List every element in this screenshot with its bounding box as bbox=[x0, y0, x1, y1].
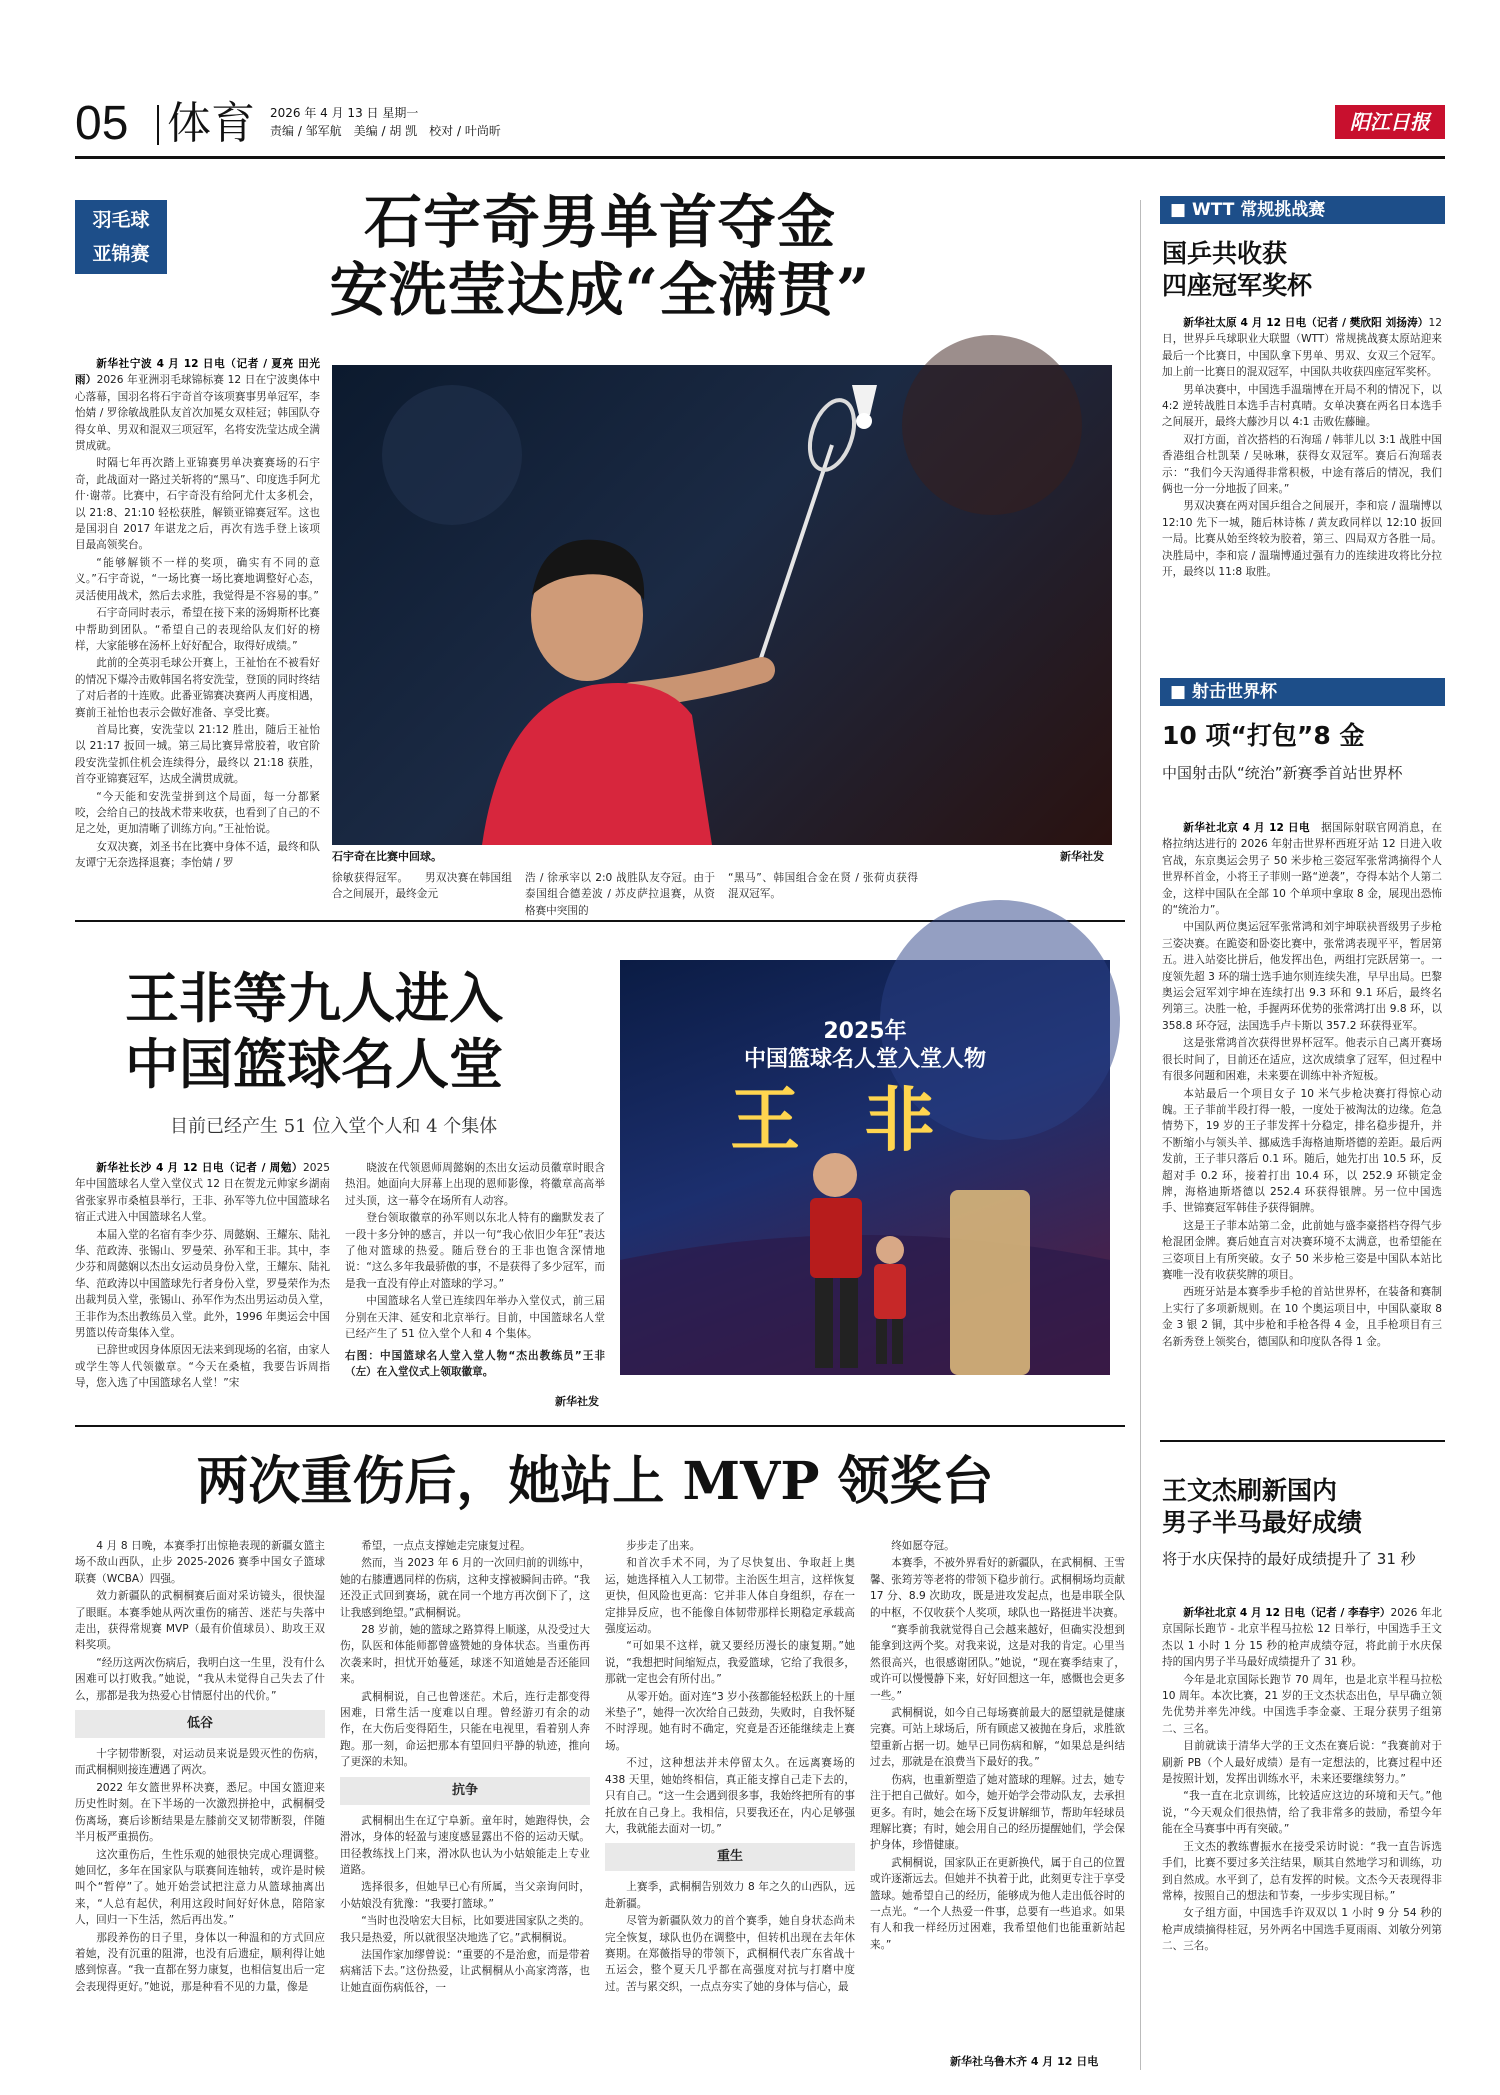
sidebar-text-marathon: 新华社北京 4 月 12 日电（记者 / 李春宇）2026 年北京国际长跑节 - 北京半程马拉松 12 日举行，中国选手王文杰以 1 小时 1 分 15 秒的枪声成绩夺冠，将此前于水庆保持的国内男子半马最好成绩提升了 31 秒。 今年是北京国际长跑节 70 周年，也是北京半程马拉松 10 周年。本次比赛，21 岁的王文杰状态出色，早早确立领先优势并率先冲线。中国选手李金豪、王琨分获男子组第二、三名。 目前就读于清华大学的王文杰在赛后说：“我赛前对于刷新 PB（个人最好成绩）是有一定想法的，比赛过程中还是按照计划，发挥出训练水平，未来还要继续努力。” “我一直在北京训练，比较适应这边的环境和天气。”他说，“今天观众们很热情，给了我非常多的鼓励，希望今年能在全马赛事中再有突破。” 王文杰的教练曹振水在接受采访时说：“我一直告诉选手们，比赛不要过多关注结果，顺其自然地学习和训练，功到自然成。水平到了，总有发挥的时候。文杰今天表现得非常棒，按照自己的想法和节奏，一步步实现目标。” 女子组方面，中国选手许双双以 1 小时 9 分 54 秒的枪声成绩摘得桂冠，另外两名中国选手夏雨雨、刘敏分列第二、三名。 bbox=[1162, 1607, 1442, 1953]
paper-logo: 阳江日报 bbox=[1335, 105, 1445, 139]
photo2-name: 王 非 bbox=[730, 1078, 955, 1161]
headline-line-1: 石宇奇男单首夺金 bbox=[363, 188, 836, 256]
story3-column-3: 步步走了出来。 和首次手术不同，为了尽快复出、争取赶上奥运，她选择植入人工韧带。主治医生坦言，这样恢复更快，但风险也更高：它并非人体自身组织，存在一定排异反应，也不能像自体韧带那样长期稳定承载高强度运动。 “可如果不这样，就又要经历漫长的康复期。”她说，“我想把时间缩短点，我爱篮球，它给了我很多，那就一定也会有所付出。” 从零开始。面对连“3 岁小孩都能轻松跃上的十厘米垫子”，她得一次次给自己鼓劲，失败时，自我怀疑不时浮现。她有时不确定，究竟是否还能继续走上赛场。 不过，这种想法并未停留太久。在远离赛场的 438 天里，她始终相信，真正能支撑自己走下去的，只有自己。“这一生会遇到很多事，我始终把所有的事托放在自己身上。我相信，只要我还在，内心足够强大，我就能去面对一切。” 重生 上赛季，武桐桐告别效力 8 年之久的山西队，远赴新疆。 尽管为新疆队效力的首个赛季，她自身状态尚未完全恢复，球队也仍在调整中，但转机出现在去年休赛期。在郑薇指导的带领下，武桐桐代表广东省战十五运会，整个夏天几乎都在高强度对抗与打磨中度过。苦与累交织，一点点夯实了她的身体与信心，最 bbox=[605, 1540, 855, 1993]
subhead-low-point: 低谷 bbox=[75, 1710, 325, 1738]
story2-column-1: 新华社长沙 4 月 12 日电（记者 / 周勉）2025 年中国篮球名人堂入堂仪式 12 日在贺龙元帅家乡湖南省张家界市桑植县举行，王非、孙军等九位中国篮球名宿正式进入中国篮球名人堂。 本届入堂的名宿有李少芬、周懿娴、王耀东、陆礼华、范政涛、张锡山、罗曼荣、孙军和王非。其中，李少芬和周懿娴以杰出女运动员身份入堂，王耀东、陆礼华、范政涛以中国篮球先行者身份入堂，罗曼荣作为杰出裁判员入堂，张锡山、孙军作为杰出男运动员入堂，王非作为杰出教练员入堂。此外，1996 年奥运会中国男篮以传奇集体入堂。 已辞世或因身体原因无法来到现场的名宿，由家人或学生等人代领徽章。“今天在桑植，我要告诉周指导，您入选了中国篮球名人堂！”宋 bbox=[75, 1162, 330, 1390]
photo2-caption: 右图：中国篮球名人堂入堂人物“杰出教练员”王非（左）在入堂仪式上领取徽章。 bbox=[345, 1350, 605, 1379]
photo-shi-yuqi bbox=[332, 365, 1112, 845]
masthead bbox=[75, 95, 1445, 153]
story3-column-2: 希望，一点点支撑她走完康复过程。 然而，当 2023 年 6 月的一次回归前的训练中，她的右膝遭遇同样的伤病，这种支撑被瞬间击碎。“我还没正式回到赛场，就在同一个地方再次倒下了，这让我感到绝望。”武桐桐说。 28 岁前，她的篮球之路算得上顺遂，从没受过大伤，队医和体能师都曾盛赞她的身体状态。当重伤再次袭来时，担忧开始蔓延，球迷不知道她是否还能回来。 武桐桐说，自己也曾迷茫。术后，连行走都变得困难，日常生活一度难以自理。曾经游刃有余的动作，在大伤后变得陌生，只能在电视里，看着别人奔跑。那一刻，命运把那本有望回归平静的轨迹，推向了更深的未知。 抗争 武桐桐出生在辽宁阜新。童年时，她跑得快，会滑冰，身体的轻盈与速度感显露出不俗的运动天赋。田径教练找上门来，滑冰队也认为小姑娘能走上专业道路。 选择很多，但她早已心有所属，当父亲询问时，小姑娘没有犹豫：“我要打篮球。” “当时也没啥宏大目标，比如要进国家队之类的。我只是热爱，所以就很坚决地选了它。”武桐桐说。 法国作家加缪曾说：“重要的不是治愈，而是带着病痛活下去。”这份热爱，让武桐桐从小高家湾落，也让她直面伤病低谷，一 bbox=[340, 1540, 590, 1994]
subhead-struggle: 抗争 bbox=[340, 1777, 590, 1805]
badge-line-2: 亚锦赛 bbox=[92, 243, 150, 265]
trophy-stand bbox=[950, 1190, 1030, 1375]
issue-date: 2026 年 4 月 13 日 星期一 bbox=[270, 106, 419, 120]
photo-caption: 石宇奇在比赛中回球。 bbox=[332, 850, 442, 863]
sidebar-subtitle-marathon: 将于水庆保持的最好成绩提升了 31 秒 bbox=[1162, 1550, 1416, 1568]
story3-column-4: 终如愿夺冠。 本赛季，不被外界看好的新疆队，在武桐桐、王雪馨、张筠芳等老将的带领下稳步前行。武桐桐场均贡献 17 分、8.9 次助攻，既是进攻发起点，也是串联全队的中枢，不仅收获个人奖项，球队也一路挺进半决赛。 “赛季前我就觉得自己会越来越好，但确实没想到能拿到这两个奖。对我来说，这是对我的肯定。心里当然很高兴，也很感谢团队。”她说，“现在赛季结束了，或许可以慢慢静下来，好好回想这一年，感慨也会更多一些。” 武桐桐说，如今自己每场赛前最大的愿望就是健康完赛。可站上球场后，所有顾虑又被抛在身后，求胜欲望重新占据一切。她早已同伤病和解，“如果总是纠结过去，那就是在浪费当下最好的我。” 伤病，也重新塑造了她对篮球的理解。过去，她专注于把自己做好。如今，她开始学会带动队友，去承担更多。有时，她会在场下反复讲解细节，帮助年轻球员理解比赛；有时，她会用自己的经历提醒她们，学会保护身体，珍惜健康。 武桐桐说，国家队正在更新换代，属于自己的位置或许逐渐远去。但她并不执着于此，此刻更专注于享受篮球。她希望自己的经历，能够成为他人走出低谷时的一点光。“一个人热爱一件事，总要有一些追求。如果有人和我一样经历过困难，我希望他们也能重新站起来。” bbox=[870, 1540, 1125, 1951]
subhead-rebirth: 重生 bbox=[605, 1843, 855, 1871]
sidebar-title-shooting: 10 项“打包”8 金 bbox=[1162, 721, 1365, 750]
sport-badge bbox=[75, 200, 167, 274]
masthead-rule bbox=[75, 156, 1445, 159]
story1-column-1: 新华社宁波 4 月 12 日电（记者 / 夏亮 田光雨）2026 年亚洲羽毛球锦标赛 12 日在宁波奥体中心落幕，国羽名将石宇奇首夺该项赛事男单冠军，李怡婧 / 罗徐敏战胜队友首次加冕女双桂冠；韩国队夺得女单、男双和混双三项冠军，名将安洗莹达成全满贯成就。 时隔七年再次踏上亚锦赛男单决赛赛场的石宇奇，此战面对一路过关斩将的“黑马”、印度选手阿尤什·谢蒂。比赛中，石宇奇没有给阿尤什太多机会，以 21:8、21:10 轻松获胜，解锁亚锦赛冠军。这也是国羽自 2017 年谌龙之后，再次有选手登上该项目最高领奖台。 “能够解锁不一样的奖项，确实有不同的意义。”石宇奇说，“一场比赛一场比赛地调整好心态，灵活使用战术，然后去求胜，我觉得是不容易的事。” 石宇奇同时表示，希望在接下来的汤姆斯杯比赛中帮助到团队。“希望自己的表现给队友们好的榜样，大家能够在汤杯上好好配合，取得好成绩。” 此前的全英羽毛球公开赛上，王祉怡在不被看好的情况下爆冷击败韩国名将安洗莹，登顶的同时终结了对后者的十连败。此番亚锦赛决赛两人再度相遇，赛前王祉怡也表示会做好准备、享受比赛。 首局比赛，安洗莹以 21:12 胜出，随后王祉怡以 21:17 扳回一城。第三局比赛异常胶着，收官阶段安洗莹抓住机会连续得分，最终以 21:18 获胜，首夺亚锦赛冠军，达成全满贯成就。 “今天能和安洗莹拼到这个局面，每一分都紧咬，会给自己的技战术带来收获，也看到了自己的不足之处，更加清晰了训练方向。”王祉怡说。 女双决赛，刘圣书在比赛中身体不适，最终和队友谭宁无奈选择退赛；李怡婧 / 罗 bbox=[75, 358, 321, 870]
headline-mvp: 两次重伤后，她站上 MVP 领奖台 bbox=[196, 1451, 994, 1512]
story1-column-2: 徐敏获得冠军。 男双决赛在韩国组合之间展开，最终金元 bbox=[332, 872, 512, 901]
masthead-divider bbox=[157, 105, 159, 145]
headline-line-2: 安洗莹达成“全满贯” bbox=[329, 256, 871, 324]
headline-hall-of-fame: 王非等九人进入 中国篮球名人堂 bbox=[125, 966, 503, 1096]
section-rule-2 bbox=[75, 1425, 1125, 1427]
story2-column-2: 晓波在代领恩师周懿娴的杰出女运动员徽章时眼含热泪。她面向大屏幕上出现的恩师影像，将徽章高高举过头顶，这一幕令在场所有人动容。 登台领取徽章的孙军则以东北人特有的幽默发表了一段十多分钟的感言，并以一句“我心依旧少年狂”表达了他对篮球的热爱。随后登台的王非也饱含深情地说：“这么多年我最骄傲的事，不是获得了多少冠军，而是我一直没有停止对篮球的学习。” 中国篮球名人堂已连续四年举办入堂仪式，前三届分别在天津、延安和北京举行。目前，中国篮球名人堂已经产生了 51 位入堂个人和 4 个集体。 bbox=[345, 1162, 605, 1341]
sidebar-tag-shooting: ■ 射击世界杯 bbox=[1160, 678, 1445, 706]
page-number: 05 bbox=[75, 97, 129, 150]
sidebar-text-shooting: 新华社北京 4 月 12 日电 据国际射联官网消息，在格拉纳达进行的 2026 年射击世界杯西班牙站 12 日进入收官战，东京奥运会男子 50 米步枪三姿冠军张常鸿摘得个人世界杯首金，小将王子菲则一路“逆袭”，夺得本站个人第二金，这样中国队在全部 10 个单项中拿取 8 金，展现出恐怖的“统治力”。 中国队两位奥运冠军张常鸿和刘宇坤联袂晋级男子步枪三姿决赛。在跪姿和卧姿比赛中，张常鸿表现平平，暂居第五。进入站姿比拼后，他发挥出色，两组打完跃居第一。一度领先超 3 环的瑞士选手迪尔则连续失准，早早出局。巴黎奥运会冠军刘宇坤在连续打出 9.3 环和 9.1 环后，最终名列第三。决胜一枪，手握两环优势的张常鸿打出 9.8 环，以 358.8 环夺冠，法国选手卢卡斯以 357.2 环获得亚军。 这是张常鸿首次获得世界杯冠军。他表示自己离开赛场很长时间了，目前还在适应，这次成绩拿了冠军，但过程中有很多问题和困难，未来要在训练中补齐短板。 本站最后一个项目女子 10 米气步枪决赛打得惊心动魄。王子菲前半段打得一般，一度处于被淘汰的边缘。危急情势下，19 岁的王子菲发挥十分稳定，排名稳步提升，并不断缩小与领头羊、挪威选手海格迪斯塔德的差距。最后两发前，王子菲只落后 0.1 环。随后，她先打出 10.5 环，反超对手 0.2 环，接着打出 10.4 环，以 252.9 环锁定金牌，海格迪斯塔德以 252.4 环获得银牌。另一位中国选手、世锦赛冠军韩佳予获得铜牌。 这是王子菲本站第二金，此前她与盛李豪搭档夺得气步枪混团金牌。赛后她直言对决赛环境不太满意，也希望能在三姿项目上有所突破。女子 50 米步枪三姿是中国队本站比赛唯一没有收获奖牌的项目。 西班牙站是本赛季步手枪的首站世界杯，在装备和赛制上实行了多项新规则。在 10 个奥运项目中，中国队豪取 8 金 3 银 2 铜，其中步枪和手枪各得 4 金，且手枪项目有三名新秀登上领奖台，德国队和印度队各得 1 金。 bbox=[1162, 822, 1442, 1348]
photo2-credit: 新华社发 bbox=[555, 1395, 599, 1408]
story1-column-4: “黑马”、韩国组合金在贤 / 张荷贞获得混双冠军。 bbox=[728, 872, 918, 901]
headline-badminton bbox=[180, 188, 1020, 324]
story1-dateline: 新华社宁波 4 月 12 日电（记者 / 夏亮 田光雨） bbox=[75, 358, 320, 387]
sidebar-tag-wtt: ■ WTT 常规挑战赛 bbox=[1160, 196, 1445, 224]
sidebar-rule bbox=[1160, 1440, 1445, 1442]
sidebar-subtitle-shooting: 中国射击队“统治”新赛季首站世界杯 bbox=[1162, 764, 1403, 782]
hall-of-fame-subtitle: 目前已经产生 51 位入堂个人和 4 个集体 bbox=[170, 1116, 498, 1137]
section-name: 体育 bbox=[167, 98, 255, 149]
story1-column-3: 浩 / 徐承宰以 2:0 战胜队友夺冠。由于泰国组合德差波 / 苏皮萨拉退赛，从资格赛中突围的 bbox=[525, 872, 715, 917]
sidebar-title-wtt: 国乒共收获 四座冠军奖杯 bbox=[1162, 239, 1313, 300]
photo-credit: 新华社发 bbox=[1060, 850, 1104, 863]
badge-line-1: 羽毛球 bbox=[92, 209, 150, 231]
sidebar-text-wtt: 新华社太原 4 月 12 日电（记者 / 樊欣阳 刘扬涛）12 日，世界乒乓球职业大联盟（WTT）常规挑战赛太原站迎来最后一个比赛日，中国队拿下男单、男双、女双三个冠军。加上前一比赛日的混双冠军，中国队共收获四座冠军奖杯。 男单决赛中，中国选手温瑞博在开局不利的情况下，以 4:2 逆转战胜日本选手吉村真晴。女单决赛在两名日本选手之间展开，最终大藤沙月以 4:1 击败佐藤瞳。 双打方面，首次搭档的石洵瑶 / 韩菲儿以 3:1 战胜中国香港组合杜凯琹 / 吴咏琳，获得女双冠军。赛后石洵瑶表示：“我们今天沟通得非常积极，中途有落后的情况，我们俩也一分一分地扳了回来。” 男双决赛在两对国乒组合之间展开，李和宸 / 温瑞博以 12:10 先下一城，随后林诗栋 / 黄友政同样以 12:10 扳回一局。比赛从始至终较为胶着，第三、四局双方各胜一局。决胜局中，李和宸 / 温瑞博通过强有力的连续进攻将比分拉开，最终以 11:8 取胜。 bbox=[1162, 317, 1442, 579]
editor-credits: 责编 / 邹军航 美编 / 胡 凯 校对 / 叶尚昕 bbox=[270, 124, 501, 138]
sidebar-divider bbox=[1140, 200, 1141, 2070]
photo-wang-fei-ceremony bbox=[620, 960, 1110, 1375]
sidebar-title-marathon: 王文杰刷新国内 男子半马最好成绩 bbox=[1162, 1476, 1363, 1537]
story3-signoff: 新华社乌鲁木齐 4 月 12 日电 bbox=[950, 2055, 1099, 2068]
story3-column-1: 4 月 8 日晚，本赛季打出惊艳表现的新疆女篮主场不敌山西队，止步 2025-2026 赛季中国女子篮球联赛（WCBA）四强。 效力新疆队的武桐桐赛后面对采访镜头，很快湿了眼眶。本赛季她从两次重伤的痛苦、迷茫与失落中走出，获得常规赛 MVP（最有价值球员）、助攻王双料奖项。 “经历这两次伤病后，我明白这一生里，没有什么困难可以打败我。”她说，“我从未觉得自己失去了什么，那都是我为热爱心甘情愿付出的代价。” 低谷 十字韧带断裂，对运动员来说是毁灭性的伤病，而武桐桐则接连遭遇了两次。 2022 年女篮世界杯决赛，悉尼。中国女篮迎来历史性时刻。在下半场的一次激烈拼抢中，武桐桐受伤离场，赛后诊断结果是左膝前交叉韧带断裂，伴随半月板严重损伤。 这次重伤后，生性乐观的她很快完成心理调整。她回忆，多年在国家队与联赛间连轴转，或许是时候叫个“暂停”了。她开始尝试把注意力从篮球抽离出来，“人总有起伏，利用这段时间好好休息，陪陪家人，回归一下生活，然后再出发。” 那段养伤的日子里，身体以一种温和的方式回应着她，没有沉重的阻滞，也没有后遗症，顺利得让她感到惊喜。“我一直都在努力康复，也相信复出后一定会表现得更好。”她说，那是种看不见的力量，像是 bbox=[75, 1540, 325, 1993]
photo2-banner: 2025年 中国篮球名人堂入堂人物 bbox=[743, 1019, 986, 1072]
player-illustration bbox=[332, 365, 1112, 845]
